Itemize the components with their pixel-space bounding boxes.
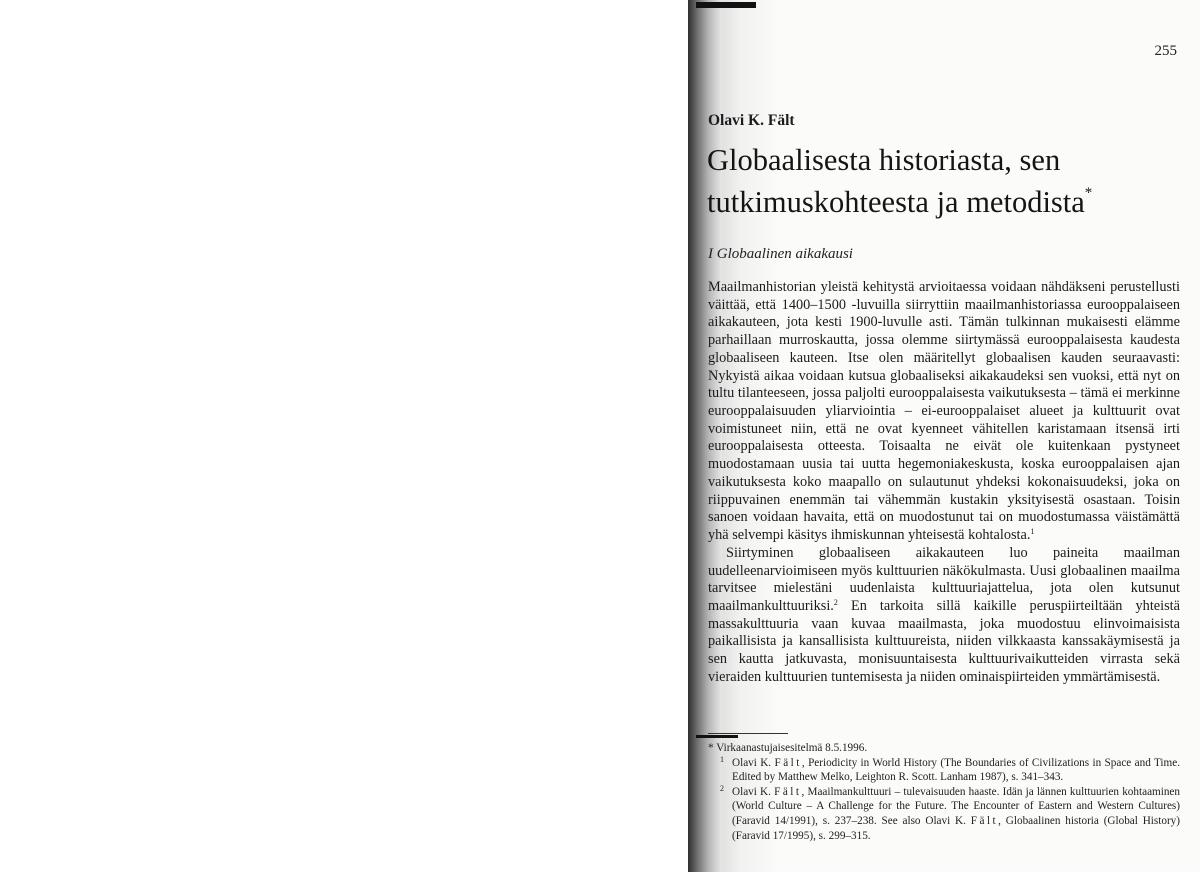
paragraph-2-text-a: Siirtyminen globaaliseen aikakauteen luo paineita maailman uudelleenarvioimiseen myös kulttuurien näkökulmasta. Uusi globaalinen maailma tarvitsee mielestäni uudenlaista kulttuuriajattelua, jota olen kutsunut maailmankulttuuriksi. xyxy=(708,544,1180,614)
article-title-text: Globaalisesta historiasta, sen tutkimuskohteesta ja metodista xyxy=(707,143,1085,219)
footnote-ref-2: 2 xyxy=(833,597,838,607)
section-heading: I Globaalinen aikakausi xyxy=(708,246,853,262)
paragraph-1 xyxy=(708,279,1180,545)
paragraph-2-text-b: En tarkoita sillä kaikille peruspiirteiltään yhteistä massakulttuuria vaan kuvaa maailmasta, joka muodostuu elinvoimaisista paikallisista ja kansallisista kulttuureista, niiden vilkkaasta kanssakäymisestä ja sen kautta jatkuvasta, monisuuntaisesta kulttuurivaikutteiden virrasta sekä vieraiden kulttuurien tuntemisesta ja niiden ominaispiirteiden ymmärtämisestä. xyxy=(708,597,1180,685)
footnote-ref-1: 1 xyxy=(1030,527,1035,537)
footnote-2-mark: 2 xyxy=(720,783,724,793)
footnote-2-text-end: , Globaalinen historia (Global History) (Faravid 17/1995), s. 299–315. xyxy=(732,814,1180,842)
footnote-2-author: Fält xyxy=(774,785,802,798)
footnote-2-author-2: Fält xyxy=(970,814,999,827)
footnote-1-text: , Periodicity in World History (The Boundaries of Civilizations in Space and Time. Edited by Matthew Melko, Leighton R. Scott. Lanham 1987), s. 341–343. xyxy=(732,756,1180,784)
paragraph-2 xyxy=(708,545,1180,687)
footnotes xyxy=(708,741,1180,843)
footnote-1 xyxy=(708,756,1180,785)
footnote-2-pre: Olavi K. xyxy=(732,785,775,798)
scan-edge-mark-bottom xyxy=(696,735,738,738)
footnote-1-author: Fält xyxy=(774,756,802,769)
page-number: 255 xyxy=(1154,43,1177,59)
article-title xyxy=(707,144,1177,219)
footnote-star: * Virkaanastujaisesitelmä 8.5.1996. xyxy=(708,742,868,754)
scan-edge-mark-top xyxy=(696,2,756,8)
article-body xyxy=(708,279,1180,687)
footnote-1-pre: Olavi K. xyxy=(732,756,775,769)
footnote-1-mark: 1 xyxy=(720,754,724,764)
footnote-divider xyxy=(708,733,788,734)
author-name: Olavi K. Fält xyxy=(708,112,795,129)
title-footnote-mark: * xyxy=(1084,185,1093,201)
footnote-2 xyxy=(708,785,1180,843)
paragraph-1-text: Maailmanhistorian yleistä kehitystä arvioitaessa voidaan nähdäkseni perustellusti väittää, että 1400–1500 -luvuilla siirryttiin maailmanhistoriassa eurooppalaiseen aikakauteen, jota kesti 1900-luvulle asti. Tämän tulkinnan mukaisesti elämme parhaillaan murroskautta, jossa olemme siirtymässä eurooppalaisesta kaudesta globaaliseen kauteen. Itse olen määritellyt globaalisen kauden seuraavasti: Nykyistä aikaa voidaan kutsua globaaliseksi aikakaudeksi sen vuoksi, että nyt on tultu tilanteeseen, jossa paljolti eurooppalaisesta vaikutuksesta – tämä ei merkinne eurooppalaisuuden yliarviointia – ei-eurooppalaiset alueet ja kulttuurit ovat voimistuneet niin, että ne ovat kyenneet vähitellen karistamaan itsensä irti eurooppalaisesta otteesta. Toisaalta ne eivät ole kuitenkaan pystyneet muodostamaan uusia tai uutta hegemoniakeskusta, koska eurooppalaisen ajan vaikutuksesta koko maapallo on sulautunut yhdeksi kokonaisuudeksi, joka on riippuvainen enemmän tai vähemmän kustakin yksityisestä osastaan. Toisin sanoen voidaan havaita, että on muodostunut tai on muodostumassa väistämättä yhä selvempi käsitys ihmiskunnan yhteisestä kohtalosta. xyxy=(708,279,1180,544)
footnote-2-text: , Maailmankulttuuri – tulevaisuuden haaste. Idän ja lännen kulttuurien kohtaaminen (World Culture – A Challenge for the Future. The Encounter of Eastern and Western Cultures) (Faravid 14/1991), s. 237–238. See also Olavi K. xyxy=(732,785,1180,827)
